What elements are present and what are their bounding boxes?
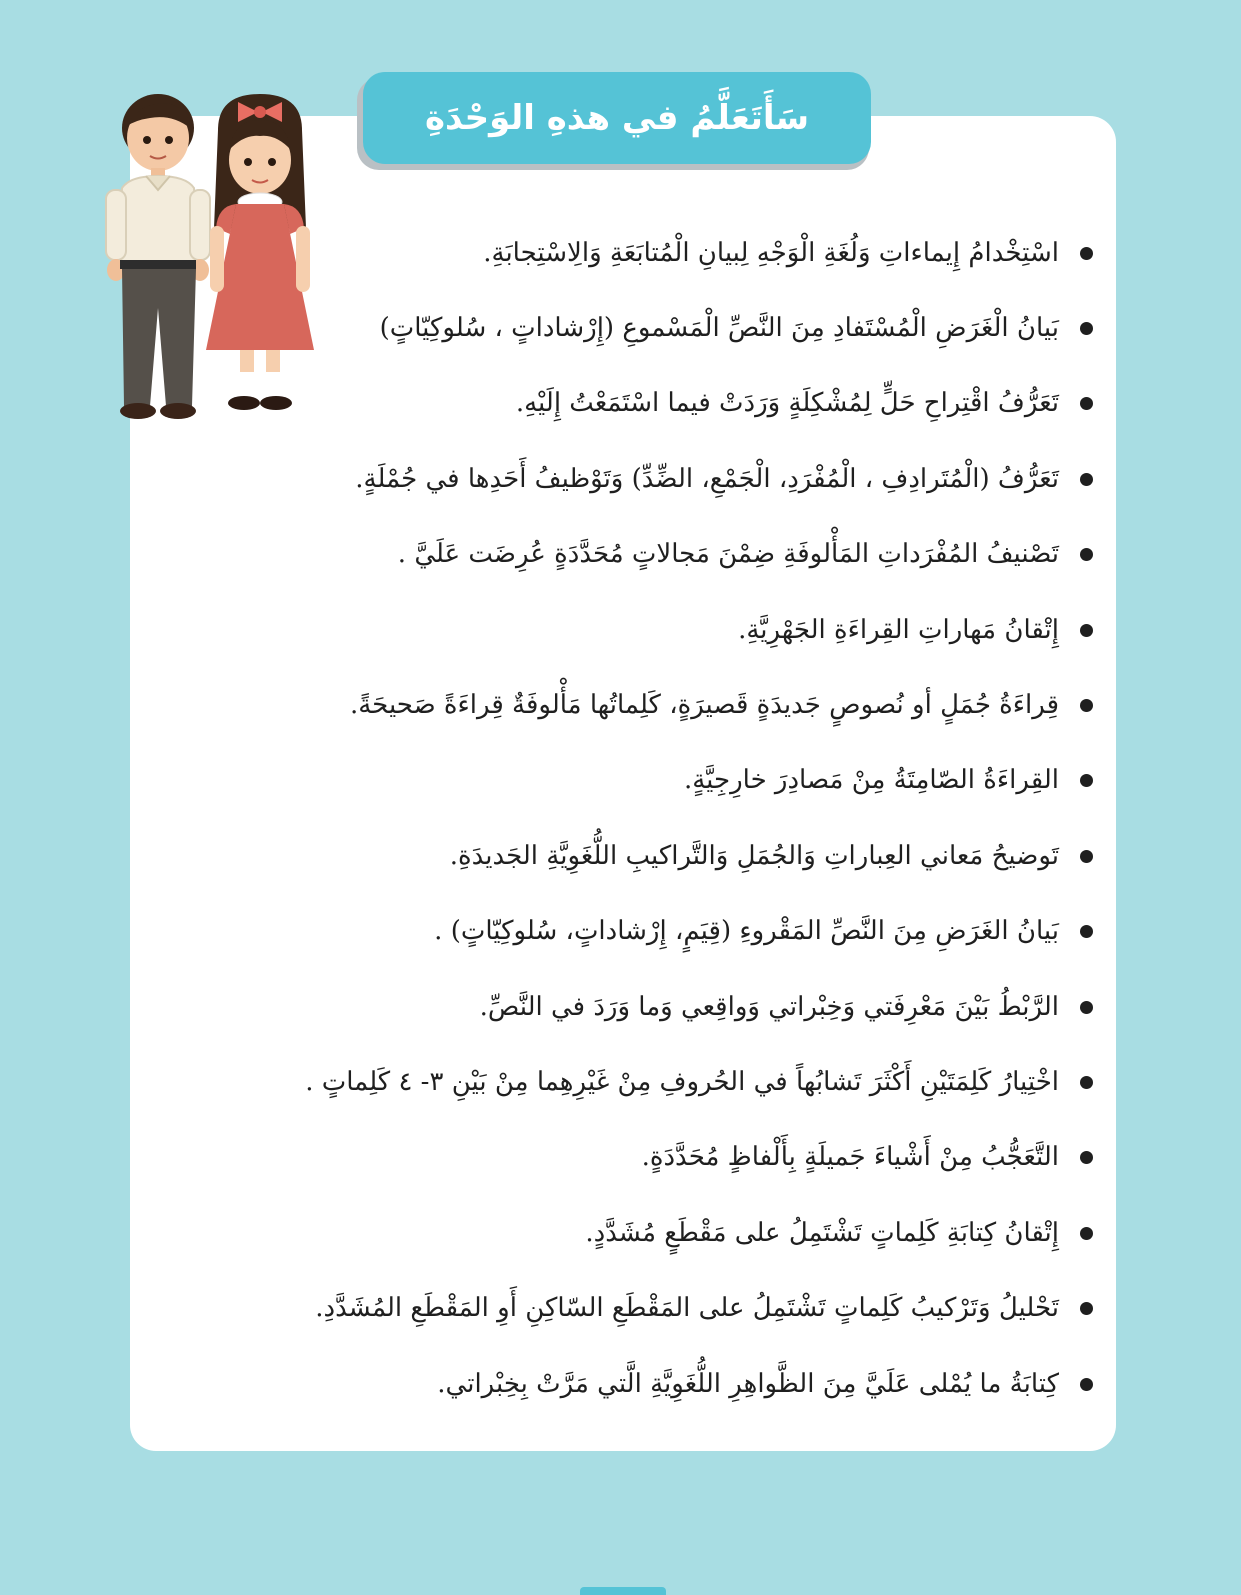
bullet-icon: [1080, 1227, 1093, 1240]
bullet-icon: [1080, 247, 1093, 260]
bullet-icon: [1080, 1001, 1093, 1014]
bullet-icon: [1080, 1151, 1093, 1164]
bullet-icon: [1080, 624, 1093, 637]
bullet-icon: [1080, 925, 1093, 938]
bullet-icon: [1080, 322, 1093, 335]
list-item: [213, 517, 1093, 592]
list-item: [213, 1195, 1093, 1270]
list-item: [213, 894, 1093, 969]
list-item: [213, 667, 1093, 742]
list-item: [213, 290, 1093, 365]
objective-text: اخْتِيارُ كَلِمَتَيْنِ أَكْثَرَ تَشابُهاً في الحُروفِ مِنْ غَيْرِهِما مِنْ بَيْنِ ٣- ٤ كَلِماتٍ .: [305, 1066, 1059, 1097]
bullet-icon: [1080, 473, 1093, 486]
objectives-list: [213, 215, 1093, 1421]
objective-text: بَيانُ الغَرَضِ مِنَ النَّصِّ المَقْروءِ (قِيَمٍ، إِرْشاداتٍ، سُلوكِيّاتٍ) .: [434, 916, 1059, 947]
page-title: سَأَتَعَلَّمُ في هذهِ الوَحْدَةِ: [424, 98, 810, 138]
list-item: [213, 969, 1093, 1044]
list-item: [213, 743, 1093, 818]
list-item: [213, 818, 1093, 893]
bullet-icon: [1080, 1076, 1093, 1089]
page-tab-marker: [580, 1587, 666, 1595]
bullet-icon: [1080, 397, 1093, 410]
title-banner: [363, 72, 871, 164]
bullet-icon: [1080, 548, 1093, 561]
objective-text: الرَّبْطُ بَيْنَ مَعْرِفَتي وَخِبْراتي وَواقِعي وَما وَرَدَ في النَّصِّ.: [479, 991, 1059, 1022]
objective-text: إِتْقانُ كِتابَةِ كَلِماتٍ تَشْتَمِلُ على مَقْطَعٍ مُشَدَّدٍ.: [585, 1217, 1059, 1248]
objective-text: إِتْقانُ مَهاراتِ القِراءَةِ الجَهْرِيَّةِ.: [738, 614, 1059, 645]
objective-text: كِتابَةُ ما يُمْلى عَلَيَّ مِنَ الظَّواهِرِ اللُّغَوِيَّةِ الَّتي مَرَّتْ بِخِبْراتي.: [437, 1368, 1059, 1399]
bullet-icon: [1080, 774, 1093, 787]
bullet-icon: [1080, 1302, 1093, 1315]
bullet-icon: [1080, 699, 1093, 712]
bullet-icon: [1080, 850, 1093, 863]
list-item: [213, 441, 1093, 516]
boy-figure: [106, 94, 210, 419]
list-item: [213, 1120, 1093, 1195]
objective-text: تَصْنيفُ المُفْرَداتِ المَأْلوفَةِ ضِمْنَ مَجالاتٍ مُحَدَّدَةٍ عُرِضَت عَلَيَّ .: [397, 539, 1059, 570]
list-item: [213, 366, 1093, 441]
objective-text: تَوضيحُ مَعاني العِباراتِ وَالجُمَلِ وَالتَّراكيبِ اللُّغَوِيَّةِ الجَديدَةِ.: [449, 840, 1059, 871]
list-item: [213, 1044, 1093, 1119]
bullet-icon: [1080, 1378, 1093, 1391]
list-item: [213, 215, 1093, 290]
objective-text: التَّعَجُّبُ مِنْ أَشْياءَ جَميلَةٍ بِأَلْفاظٍ مُحَدَّدَةٍ.: [641, 1142, 1059, 1173]
list-item: [213, 1346, 1093, 1421]
objective-text: اسْتِخْدامُ إِيماءاتِ وَلُغَةِ الْوَجْهِ لِبيانِ الْمُتابَعَةِ وَالِاسْتِجابَةِ.: [483, 237, 1059, 268]
objective-text: بَيانُ الْغَرَضِ الْمُسْتَفادِ مِنَ النَّصِّ الْمَسْموعِ (إِرْشاداتٍ ، سُلوكِيّاتٍ): [379, 313, 1059, 344]
objective-text: تَحْليلُ وَتَرْكيبُ كَلِماتٍ تَشْتَمِلُ على المَقْطَعِ السّاكِنِ أَوِ المَقْطَعِ المُشَدَّدِ.: [315, 1293, 1059, 1324]
list-item: [213, 1270, 1093, 1345]
objective-text: قِراءَةُ جُمَلٍ أو نُصوصٍ جَديدَةٍ قَصيرَةٍ، كَلِماتُها مَأْلوفَةٌ قِراءَةً صَحيحَةً.: [349, 690, 1059, 721]
objective-text: تَعَرُّفُ (الْمُتَرادِفِ ، الْمُفْرَدِ، الْجَمْعِ، الضِّدِّ) وَتَوْظيفُ أَحَدِها في جُمْلَةٍ.: [355, 463, 1059, 494]
objective-text: تَعَرُّفُ اقْتِراحِ حَلٍّ لِمُشْكِلَةٍ وَرَدَتْ فيما اسْتَمَعْتُ إِلَيْهِ.: [515, 388, 1059, 419]
list-item: [213, 592, 1093, 667]
objective-text: القِراءَةُ الصّامِتَةُ مِنْ مَصادِرَ خارِجِيَّةٍ.: [683, 765, 1059, 796]
